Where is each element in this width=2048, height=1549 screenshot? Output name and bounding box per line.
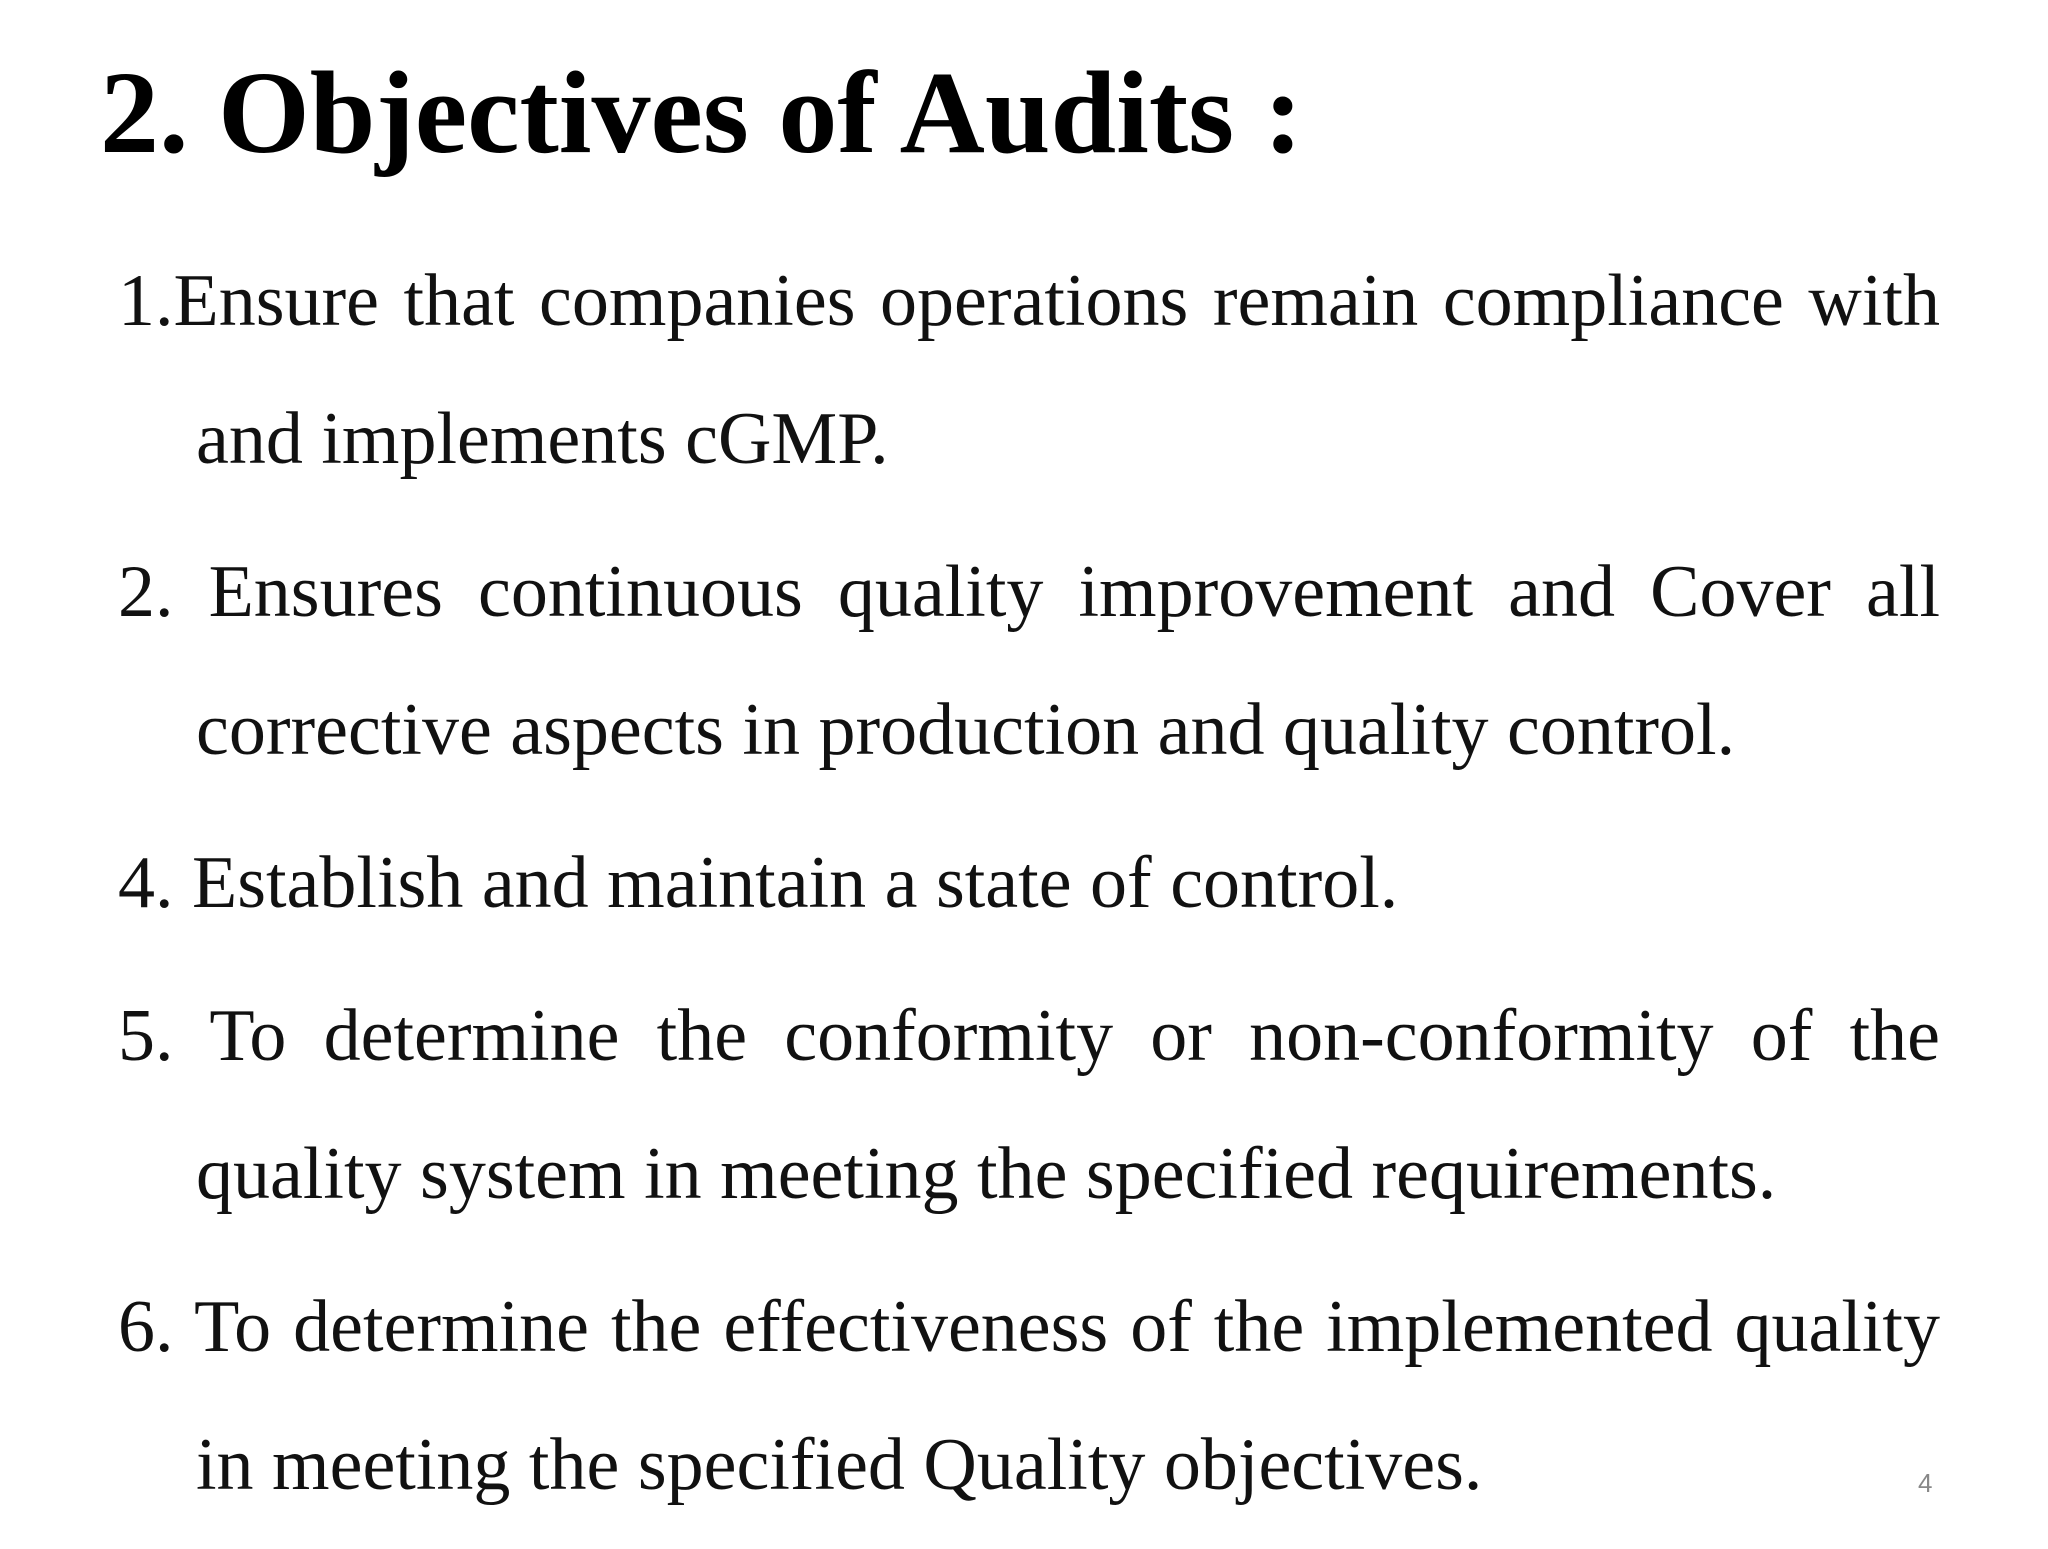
item-number: 1. <box>118 260 174 342</box>
item-text: Ensure that companies operations remain compliance with and implements cGMP. <box>173 260 1940 480</box>
list-item <box>118 232 1940 508</box>
page-number: 4 <box>1918 1468 1933 1498</box>
slide-title: 2. Objectives of Audits : <box>100 47 1303 178</box>
item-number: 6. <box>118 1286 195 1368</box>
item-text: Ensures continuous quality improvement and Cover all corrective aspects in production and quality control. <box>196 551 1941 771</box>
item-number: 4. <box>118 842 192 924</box>
list-item <box>118 523 1940 799</box>
objectives-list <box>118 232 1940 1549</box>
list-item <box>118 1258 1940 1534</box>
list-item <box>118 814 1940 952</box>
item-number: 5. <box>118 995 210 1077</box>
item-text: To determine the conformity or non-conformity of the quality system in meeting the specified requirements. <box>196 995 1940 1215</box>
item-text: To determine the effectiveness of the implemented quality in meeting the specified Quality objectives. <box>194 1286 1940 1506</box>
item-text: Establish and maintain a state of control. <box>192 842 1399 924</box>
list-item <box>118 967 1940 1243</box>
item-number: 2. <box>118 551 209 633</box>
